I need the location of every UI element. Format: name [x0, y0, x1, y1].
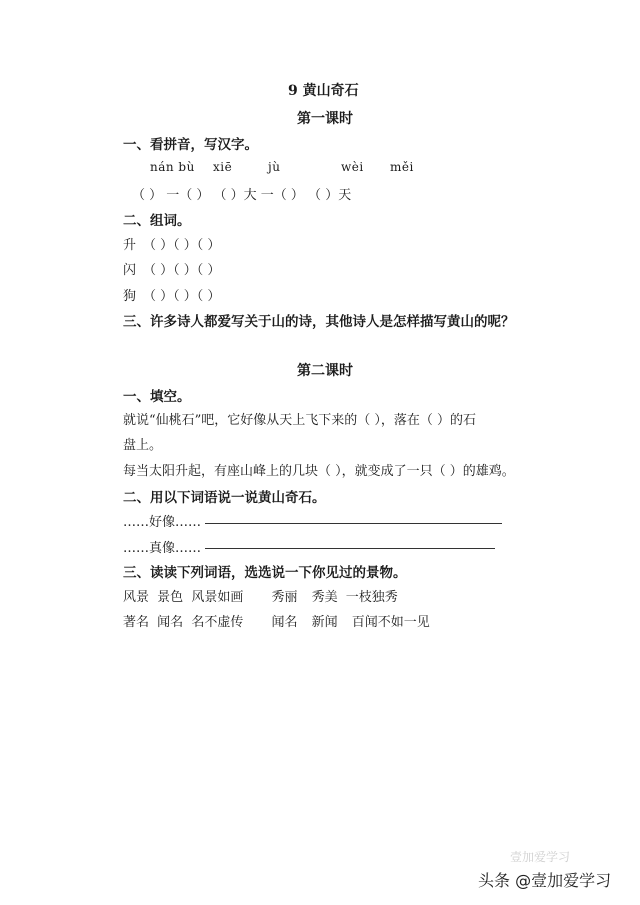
pinyin-4: wèi — [341, 160, 364, 174]
vocab-word: 秀丽 — [271, 590, 298, 605]
pinyin-answer-blanks: （ ） 一（ ） （ ）大 一（ ） （ ）天 — [132, 188, 352, 203]
word-group-char: 升 — [123, 238, 137, 253]
sentence-prompt: ……真像…… — [123, 541, 202, 556]
vocab-word: 风景如画 — [191, 590, 244, 605]
word-group-blanks: （ ）（ ）（ ） — [143, 238, 221, 253]
fill-blank-line: 每当太阳升起，有座山峰上的几块（ ），就变成了一只（ ）的雄鸡。 — [123, 464, 515, 479]
word-group-char: 狗 — [123, 289, 137, 304]
fill-blank-line: 就说“仙桃石”吧，它好像从天上飞下来的（ ），落在（ ）的石 — [123, 413, 477, 428]
section-title-part2: 第二课时 — [297, 363, 353, 379]
word-group-char: 闪 — [123, 263, 137, 278]
pinyin-3: jù — [268, 160, 281, 174]
question-heading: 三、许多诗人都爱写关于山的诗，其他诗人是怎样描写黄山的呢？ — [123, 314, 515, 330]
pinyin-5: měi — [390, 160, 414, 174]
lesson-title: 9 黄山奇石 — [288, 83, 359, 99]
pinyin-1: nán bù — [150, 160, 195, 174]
watermark: 头条 @壹加爱学习 — [478, 871, 612, 890]
vocab-word: 名不虚传 — [191, 615, 244, 630]
pinyin-2: xiē — [213, 160, 233, 174]
question-heading: 一、填空。 — [123, 389, 191, 405]
vocab-word: 著名 — [123, 615, 150, 630]
vocab-word: 一枝独秀 — [345, 590, 398, 605]
vocab-word: 景色 — [157, 590, 184, 605]
vocab-word: 闻名 — [271, 615, 298, 630]
question-heading: 三、读读下列词语，选选说一下你见过的景物。 — [123, 565, 407, 581]
word-group-blanks: （ ）（ ）（ ） — [143, 263, 221, 278]
watermark-logo: 壹加爱学习 — [510, 850, 571, 864]
vocab-word: 百闻不如一见 — [351, 615, 430, 630]
vocab-word: 新闻 — [311, 615, 338, 630]
answer-line — [205, 548, 495, 549]
answer-line — [205, 523, 502, 524]
question-heading: 二、用以下词语说一说黄山奇石。 — [123, 490, 326, 506]
section-title-part1: 第一课时 — [297, 111, 353, 127]
vocab-word: 秀美 — [311, 590, 338, 605]
word-group-blanks: （ ）（ ）（ ） — [143, 289, 221, 304]
vocab-word: 闻名 — [157, 615, 184, 630]
vocab-word: 风景 — [123, 590, 150, 605]
vocabulary-row — [123, 611, 434, 630]
vocabulary-row — [123, 586, 402, 605]
sentence-prompt: ……好像…… — [123, 515, 202, 530]
fill-blank-line: 盘上。 — [123, 438, 163, 453]
question-heading: 二、组词。 — [123, 213, 191, 229]
question-heading: 一、看拼音，写汉字。 — [123, 137, 258, 153]
